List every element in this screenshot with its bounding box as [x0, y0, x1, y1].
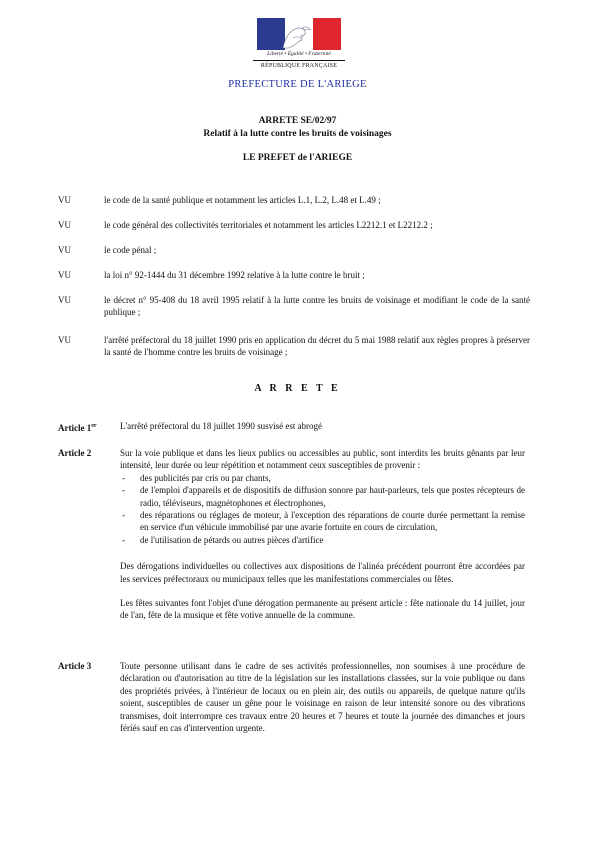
vu-label: VU [58, 220, 71, 230]
article-paragraph: Des dérogations individuelles ou collectives aux dispositions de l'alinéa précédent pourront être accordées par les services préfectoraux ou municipaux telles que les manifestations commerciales ou fêtes. [120, 561, 525, 584]
list-item: - de l'utilisation de pétards ou autres pièces d'artifice [120, 534, 525, 546]
vu-text: l'arrêté préfectoral du 18 juillet 1990 pris en application du décret du 5 mai 1988 relatif aux règles propres à préserver la santé de l'homme contre les bruits de voisinage ; [104, 335, 530, 357]
vu-text: le code général des collectivités territoriales et notamment les articles L2212.1 et L2212.2 ; [104, 220, 433, 230]
republic-motto: Liberté • Égalité • Fraternité [267, 51, 331, 57]
article-label: Article 1er [58, 423, 97, 433]
vu-text: le code pénal ; [104, 245, 157, 255]
vu-label: VU [58, 270, 71, 280]
article-paragraph: Les fêtes suivantes font l'objet d'une dérogation permanente au présent article : fête nationale du 14 juillet, jour de l'an, fête de la musique et fête votive annuelle de la commune. [120, 598, 525, 621]
article-label: Article 3 [58, 661, 92, 671]
arrete-number: ARRETE SE/02/97 [258, 116, 337, 126]
arrete-subject: Relatif à la lutte contre les bruits de voisinages [203, 129, 392, 139]
article-text: Toute personne utilisant dans le cadre de ses activités professionnelles, non soumises à une procédure de déclaration ou d'autorisation au titre de la législation sur les installations classées, sur la voie publique ou dans des propriétés privées, à l'intérieur de locaux ou en plein air, des outils ou appareils, de quelque nature qu'ils soient, susceptibles de causer un gêne pour le voisinage en raison de leur intensité sonore ou des vibrations transmises, doit interrompre ces travaux entre 20 heures et 7 heures et toute la journée des dimanches et jours fériés sauf en cas d'intervention urgente. [120, 661, 525, 734]
article-intro: Sur la voie publique et dans les lieux publics ou accessibles au public, sont interdits les bruits gênants par leur intensité, leur durée ou leur répétition et notamment ceux susceptibles de provenir : [120, 448, 525, 471]
prefet-heading: LE PREFET de l'ARIEGE [242, 153, 353, 163]
article-body [120, 420, 525, 432]
vu-label: VU [58, 335, 71, 345]
vu-label: VU [58, 195, 71, 205]
list-item: - des réparations ou réglages de moteur, à l'exception des réparations de courte durée permettant la remise en service d'un véhicule immobilisé par une avarie fortuite en cours de circulation, [120, 509, 525, 534]
article-label: Article 2 [58, 448, 92, 458]
vu-label: VU [58, 295, 71, 305]
vu-text: le décret n° 95-408 du 18 avril 1995 relatif à la lutte contre les bruits de voisinage et modifiant le code de la santé publique ; [104, 295, 530, 317]
article-body [120, 660, 525, 734]
marianne-icon [275, 20, 321, 50]
article-body [120, 447, 525, 622]
arrete-heading: A R R E T E [254, 383, 341, 394]
list-item: - des publicités par cris ou par chants, [120, 472, 525, 484]
vu-text: le code de la santé publique et notamment les articles L.1, L.2, L.48 et L.49 ; [104, 195, 381, 205]
vu-label: VU [58, 245, 71, 255]
list-item: - de l'emploi d'appareils et de dispositifs de diffusion sonore par haut-parleurs, tels que postes récepteurs de radio, téléviseurs, magnétophones et électrophones, [120, 484, 525, 509]
article-list [120, 472, 525, 546]
vu-text: la loi n° 92-1444 du 31 décembre 1992 relative à la lutte contre le bruit ; [104, 270, 365, 280]
article-text: L'arrêté préfectoral du 18 juillet 1990 susvisé est abrogé [120, 421, 323, 431]
republic-logo [253, 18, 345, 76]
prefecture-title: PREFECTURE DE L'ARIEGE [228, 79, 367, 90]
republic-name: RÉPUBLIQUE FRANÇAISE [253, 60, 345, 70]
